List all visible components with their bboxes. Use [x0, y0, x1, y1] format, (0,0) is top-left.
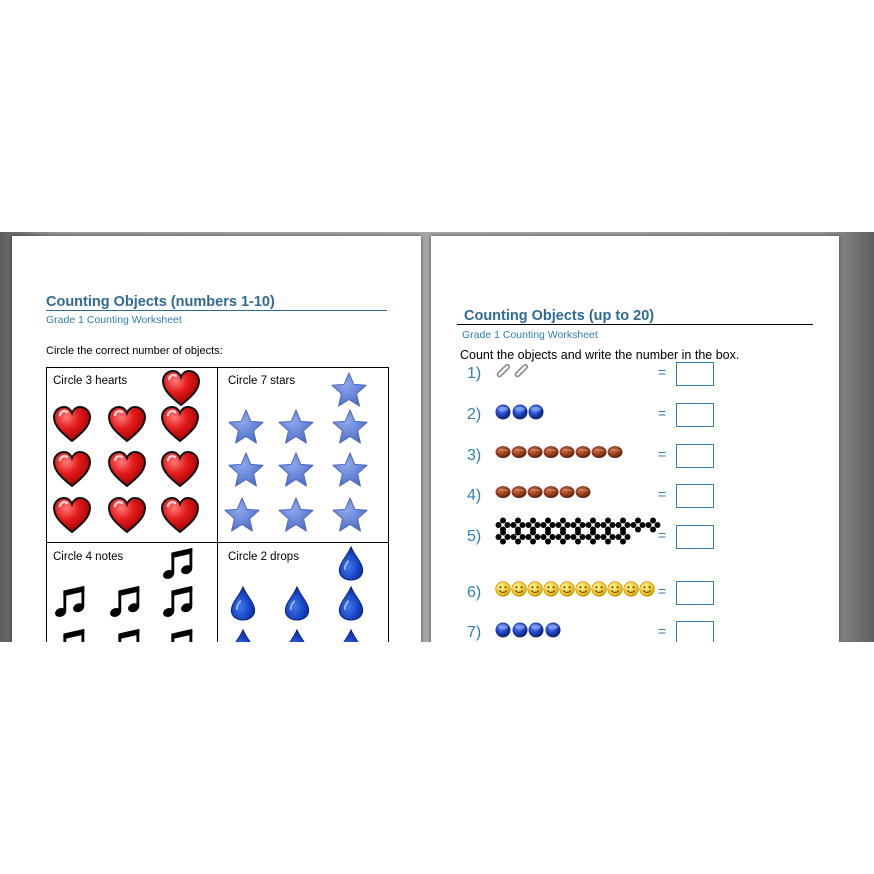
equals-sign: = — [658, 405, 667, 421]
counting-row — [431, 621, 839, 642]
star-icon[interactable] — [330, 371, 368, 409]
water-drop-icon[interactable] — [225, 585, 261, 621]
smiley-icon — [543, 581, 559, 597]
star-icon[interactable] — [277, 496, 315, 534]
brown-bean-icon — [527, 444, 543, 458]
counted-objects — [495, 581, 655, 605]
black-flower-icon — [630, 517, 646, 531]
row-number: 1) — [467, 365, 482, 382]
music-note-icon[interactable] — [52, 626, 90, 642]
blue-ball-icon — [528, 404, 544, 420]
black-flower-icon — [585, 529, 601, 543]
page-title: Counting Objects (numbers 1-10) — [46, 294, 275, 310]
brown-bean-icon — [495, 444, 511, 458]
black-flower-icon — [615, 529, 631, 543]
counting-row — [431, 581, 839, 607]
star-icon[interactable] — [331, 496, 369, 534]
black-flower-icon — [525, 529, 541, 543]
smiley-icon — [511, 581, 527, 597]
paperclip-icon — [495, 363, 511, 379]
counting-row — [431, 403, 839, 429]
counting-row — [431, 362, 839, 388]
circle-objects-grid — [46, 367, 389, 642]
heart-icon[interactable] — [52, 496, 92, 536]
heart-icon[interactable] — [52, 405, 92, 445]
music-note-icon[interactable] — [160, 583, 198, 621]
water-drop-icon[interactable] — [333, 628, 369, 642]
heart-icon[interactable] — [107, 496, 147, 536]
water-drop-icon[interactable] — [333, 545, 369, 581]
smiley-icon — [495, 581, 511, 597]
counting-row — [431, 525, 839, 551]
star-icon[interactable] — [277, 408, 315, 446]
instruction-text: Circle the correct number of objects: — [46, 345, 223, 357]
smiley-icon — [559, 581, 575, 597]
smiley-icon — [639, 581, 655, 597]
star-icon[interactable] — [331, 408, 369, 446]
grid-divider-horizontal — [47, 542, 388, 543]
water-drop-icon[interactable] — [279, 628, 315, 642]
star-icon[interactable] — [331, 451, 369, 489]
blue-ball-icon — [545, 622, 561, 638]
blue-ball-icon — [528, 622, 544, 638]
black-flower-icon — [510, 529, 526, 543]
blue-ball-icon — [512, 622, 528, 638]
black-flower-icon — [555, 529, 571, 543]
worksheet-page-left — [12, 236, 421, 642]
blue-ball-icon — [495, 622, 511, 638]
smiley-icon — [575, 581, 591, 597]
star-icon[interactable] — [227, 451, 265, 489]
heart-icon[interactable] — [107, 450, 147, 490]
equals-sign: = — [658, 446, 667, 462]
brown-bean-icon — [559, 444, 575, 458]
blue-ball-icon — [512, 404, 528, 420]
cell-label-stars: Circle 7 stars — [228, 375, 296, 387]
water-drop-icon[interactable] — [333, 585, 369, 621]
answer-box[interactable] — [676, 444, 714, 468]
heart-icon[interactable] — [160, 496, 200, 536]
star-icon[interactable] — [277, 451, 315, 489]
answer-box[interactable] — [676, 621, 714, 642]
star-icon[interactable] — [227, 408, 265, 446]
brown-bean-icon — [607, 444, 623, 458]
brown-bean-icon — [543, 444, 559, 458]
black-flower-icon — [540, 529, 556, 543]
counting-row — [431, 444, 839, 470]
music-note-icon[interactable] — [107, 626, 145, 642]
answer-box[interactable] — [676, 525, 714, 549]
counted-objects — [495, 622, 561, 642]
star-icon[interactable] — [223, 496, 261, 534]
music-note-icon[interactable] — [160, 626, 198, 642]
cell-label-hearts: Circle 3 hearts — [53, 375, 128, 387]
page-subtitle: Grade 1 Counting Worksheet — [462, 329, 598, 341]
brown-bean-icon — [575, 444, 591, 458]
equals-sign: = — [658, 364, 667, 380]
counting-row — [431, 484, 839, 510]
brown-bean-icon — [527, 484, 543, 498]
equals-sign: = — [658, 583, 667, 599]
counted-objects — [495, 444, 623, 468]
brown-bean-icon — [591, 444, 607, 458]
row-number: 4) — [467, 487, 482, 504]
row-number: 3) — [467, 447, 482, 464]
counted-objects — [495, 484, 591, 508]
equals-sign: = — [658, 623, 667, 639]
water-drop-icon[interactable] — [225, 628, 261, 642]
answer-box[interactable] — [676, 484, 714, 508]
answer-box[interactable] — [676, 362, 714, 386]
page-title: Counting Objects (up to 20) — [464, 308, 655, 324]
brown-bean-icon — [495, 484, 511, 498]
page-subtitle: Grade 1 Counting Worksheet — [46, 314, 182, 326]
brown-bean-icon — [543, 484, 559, 498]
black-flower-icon — [495, 529, 511, 543]
row-number: 6) — [467, 584, 482, 601]
worksheet-page-right — [431, 236, 839, 642]
title-underline — [46, 310, 387, 311]
blue-ball-icon — [495, 404, 511, 420]
answer-box[interactable] — [676, 581, 714, 605]
brown-bean-icon — [575, 484, 591, 498]
black-flower-icon — [570, 529, 586, 543]
row-number: 2) — [467, 406, 482, 423]
counted-objects — [495, 363, 531, 387]
heart-icon[interactable] — [107, 405, 147, 445]
viewer-background — [0, 232, 874, 642]
row-number: 5) — [467, 528, 482, 545]
music-note-icon[interactable] — [107, 583, 145, 621]
title-underline — [457, 324, 813, 325]
answer-box[interactable] — [676, 403, 714, 427]
smiley-icon — [591, 581, 607, 597]
heart-icon[interactable] — [160, 450, 200, 490]
heart-icon[interactable] — [160, 405, 200, 445]
grid-divider-vertical — [217, 368, 218, 642]
water-drop-icon[interactable] — [279, 585, 315, 621]
brown-bean-icon — [511, 444, 527, 458]
brown-bean-icon — [511, 484, 527, 498]
music-note-icon[interactable] — [52, 583, 90, 621]
row-number: 7) — [467, 624, 482, 641]
equals-sign: = — [658, 527, 667, 543]
counted-objects — [495, 517, 660, 541]
paperclip-icon — [513, 363, 529, 379]
smiley-icon — [527, 581, 543, 597]
brown-bean-icon — [559, 484, 575, 498]
heart-icon[interactable] — [52, 450, 92, 490]
black-flower-icon — [600, 529, 616, 543]
smiley-icon — [623, 581, 639, 597]
counted-objects — [495, 404, 545, 428]
heart-icon[interactable] — [161, 369, 201, 409]
smiley-icon — [607, 581, 623, 597]
music-note-icon[interactable] — [160, 545, 198, 583]
cell-label-notes: Circle 4 notes — [53, 551, 124, 563]
cell-label-drops: Circle 2 drops — [228, 551, 299, 563]
instruction-text: Count the objects and write the number in the box. — [460, 348, 740, 362]
equals-sign: = — [658, 486, 667, 502]
